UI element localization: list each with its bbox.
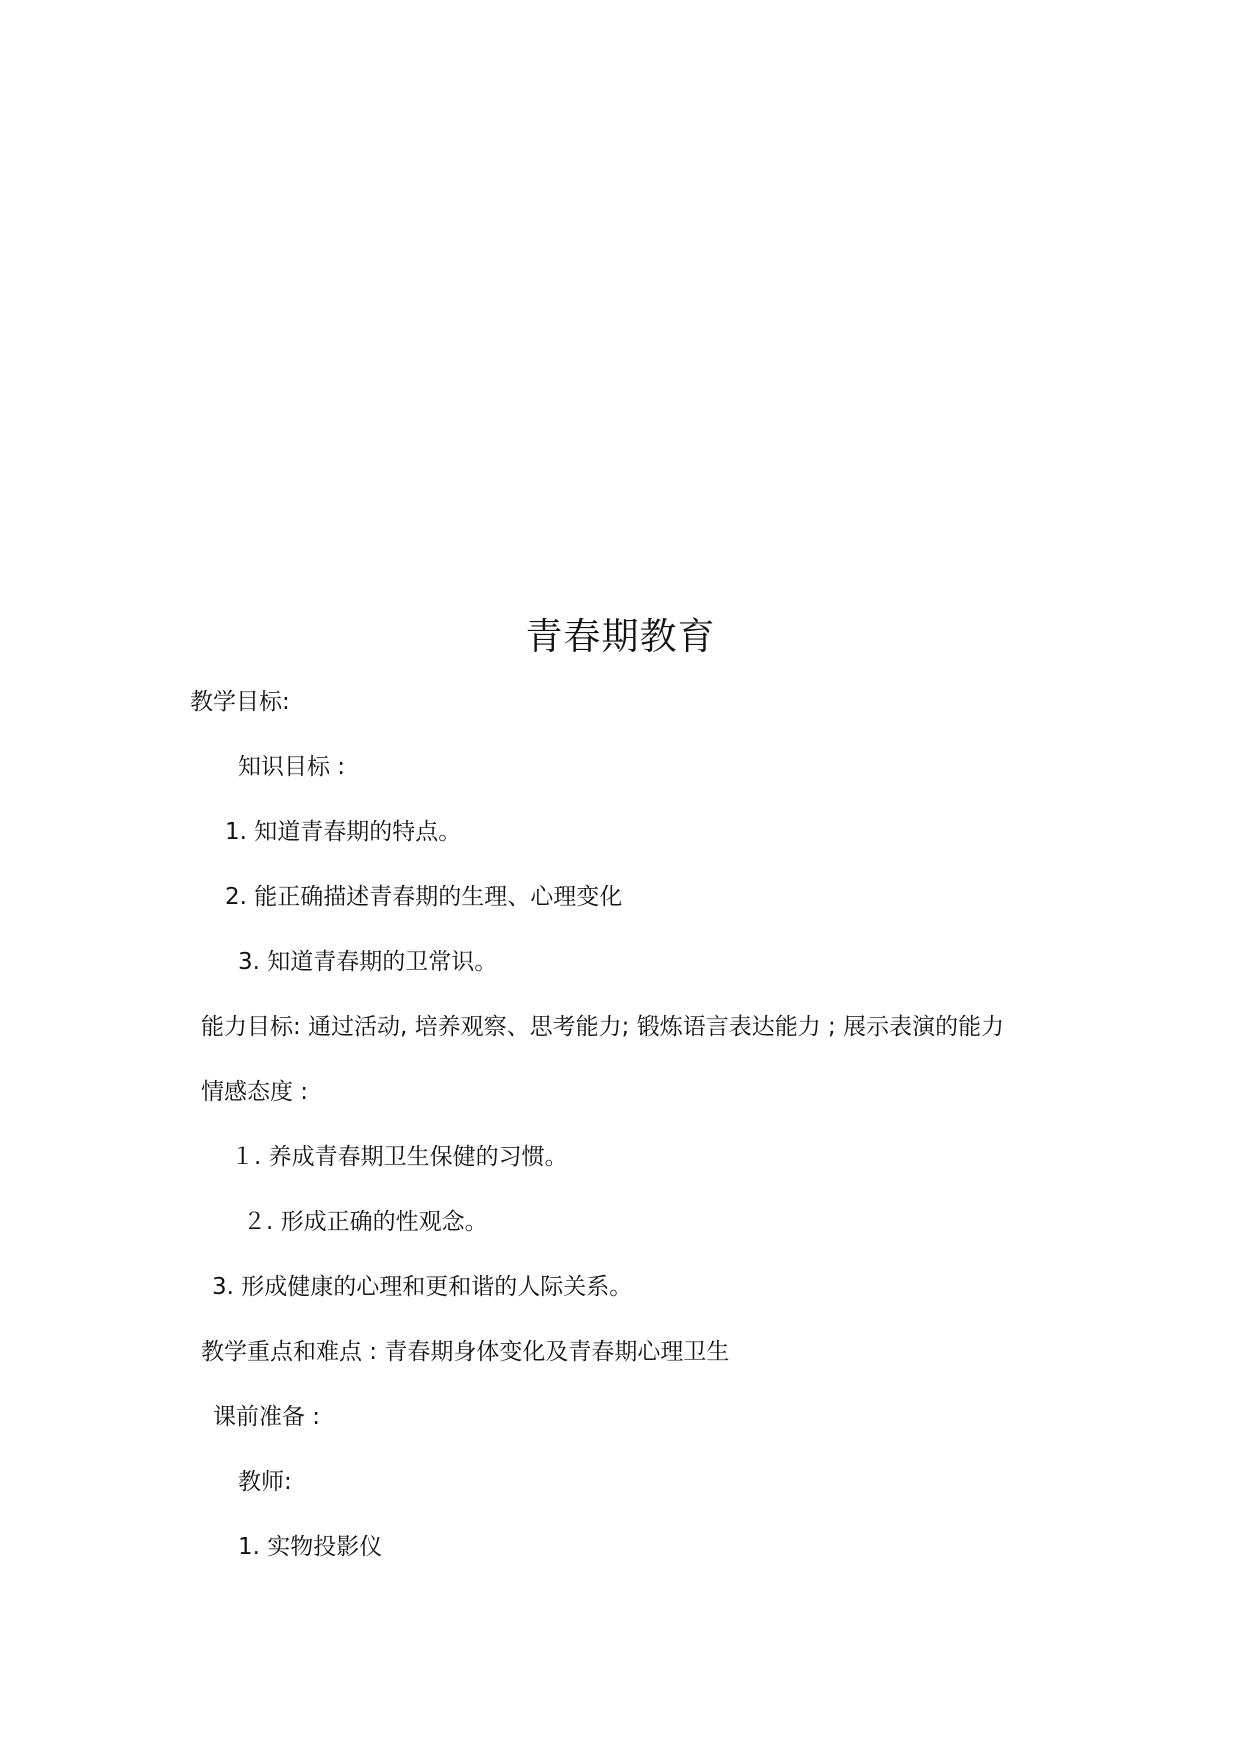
attitude-item-3: 3. 形成健康的心理和更和谐的人际关系。 [212,1274,633,1300]
subheading-teacher: 教师: [238,1469,292,1495]
section-heading-teaching-goals: 教学目标: [190,689,290,715]
key-points-and-difficulties: 教学重点和难点 : 青春期身体变化及青春期心理卫生 [201,1339,730,1365]
preparation-item-1: 1. 实物投影仪 [238,1534,383,1560]
attitude-item-2: ２. 形成正确的性观念。 [243,1209,488,1235]
subheading-knowledge-goals: 知识目标 : [238,754,346,780]
knowledge-item-3: 3. 知道青春期的卫常识。 [238,949,498,975]
attitude-item-1: １. 养成青春期卫生保健的习惯。 [231,1144,568,1170]
document-title: 青春期教育 [525,615,716,658]
subheading-emotional-attitude: 情感态度 : [201,1079,309,1105]
ability-goals: 能力目标: 通过活动, 培养观察、思考能力; 锻炼语言表达能力 ; 展示表演的能力 [201,1014,1005,1040]
knowledge-item-2: 2. 能正确描述青春期的生理、心理变化 [225,884,623,910]
knowledge-item-1: 1. 知道青春期的特点。 [225,819,462,845]
subheading-preparation: 课前准备 : [213,1404,321,1430]
